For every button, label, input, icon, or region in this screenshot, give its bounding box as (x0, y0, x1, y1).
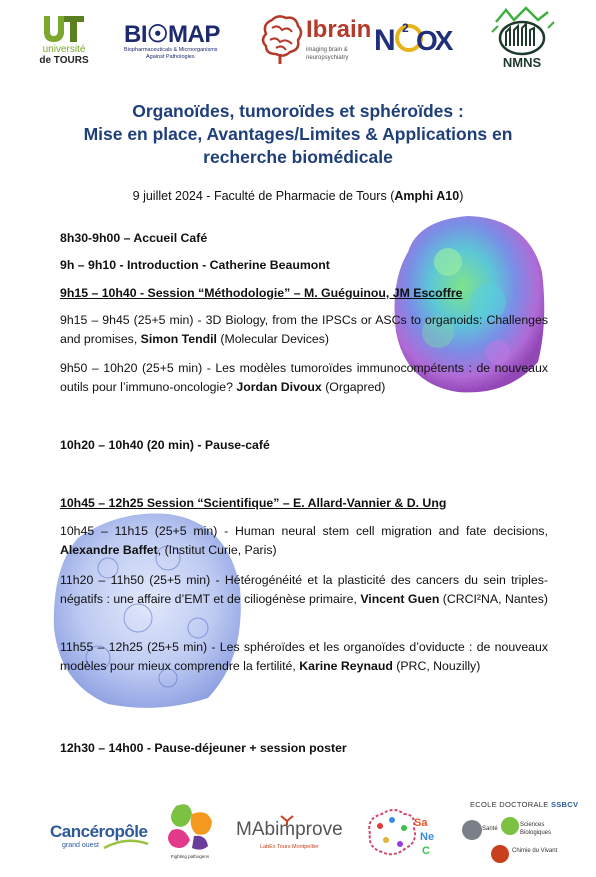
ed-circles-icon (460, 814, 570, 866)
fighting-pathogens-mark-icon (162, 800, 218, 852)
mabimprove-word: MAbimprove (236, 819, 343, 840)
n2cox-mark-icon (372, 18, 458, 58)
n2cox-logo (372, 18, 458, 58)
schedule-lunch: 12h30 – 14h00 - Pause-déjeuner + session poster (60, 741, 347, 755)
talk3-text: 10h45 – 11h15 (25+5 min) - Human neural stem cell migration and fate decisions, (60, 524, 548, 538)
ut-line1: université (42, 44, 86, 55)
sanec-logo (364, 806, 436, 862)
talk3-speaker: Alexandre Baffet (60, 542, 158, 557)
talk2-text: 9h50 – 10h20 (25+5 min) - Les modèles tumoroïdes immunocompétents : de nouveaux outils pour l’immuno-oncologie? (60, 361, 548, 394)
svg-text:N: N (374, 24, 396, 57)
session-scientifique: 10h45 – 12h25 Session “Scientifique” – E. Allard-Vannier & D. Ung (60, 496, 447, 510)
antibody-y-icon (280, 815, 294, 825)
talk-guen (60, 571, 548, 608)
svg-text:2: 2 (402, 21, 409, 35)
talk-reynaud (60, 638, 548, 675)
mabimprove-logo (236, 815, 356, 857)
ecole-doctorale-logo (460, 800, 579, 866)
mabimprove-sub: LabEx Tours Montpellier (260, 844, 319, 850)
nmns-word: NMNS (502, 55, 542, 70)
talk2-speaker: Jordan Divoux (236, 379, 322, 394)
nmns-logo (486, 6, 558, 72)
biomap-sub1: Biopharmaceuticals & Microorganisms (124, 47, 218, 53)
svg-text:Ne: Ne (420, 831, 435, 843)
canceropole-word: Cancéropôle (50, 822, 148, 841)
biomap-sub2: Against Pathologies (146, 54, 195, 60)
canceropole-sub: grand ouest (62, 842, 99, 849)
schedule-introduction: 9h – 9h10 - Introduction - Catherine Beaumont (60, 258, 330, 272)
ut-mark-icon (40, 14, 86, 44)
talk4-speaker: Vincent Guen (360, 591, 440, 606)
talk5-speaker: Karine Reynaud (299, 658, 393, 673)
talk5-text: 11h55 – 12h25 (25+5 min) - Les sphéroïdes et les organoïdes d’oviducte : de nouveaux modèles pour mieux comprendre la fertilité, (60, 640, 548, 673)
ed-sante: Santé (482, 826, 498, 832)
talk1-speaker: Simon Tendil (140, 331, 217, 346)
talk-divoux (60, 359, 548, 396)
ed-title-prefix: ECOLE DOCTORALE (470, 800, 551, 809)
talk3-affiliation: , (Institut Curie, Paris) (157, 542, 277, 557)
svg-text:C: C (422, 845, 430, 857)
universite-tours-logo (28, 14, 100, 64)
talk2-affiliation: (Orgapred) (321, 379, 386, 394)
title-line-3: recherche biomédicale (203, 147, 393, 167)
talk4-text: 11h20 – 11h50 (25+5 min) - Hétérogénéité et la plasticité des cancers du sein triples-négatifs : une affaire d’EMT et de ciliogénèse primaire, (60, 573, 548, 606)
subtitle-suffix: ) (459, 189, 464, 203)
title-line-1: Organoïdes, tumoroïdes et sphéroïdes : (132, 101, 464, 121)
ed-code: SSBCV (550, 800, 579, 809)
talk-tendil (60, 311, 548, 348)
ibrain-logo (258, 14, 370, 68)
svg-text:OX: OX (416, 25, 451, 56)
schedule-accueil: 8h30-9h00 – Accueil Café (60, 231, 208, 245)
talk1-text: 9h15 – 9h45 (25+5 min) - 3D Biology, from the IPSCs or ASCs to organoids: Challenges and promises, (60, 313, 548, 346)
svg-text:Sa: Sa (414, 817, 428, 829)
nmns-mark-icon (486, 6, 558, 56)
ed-sciences: Sciences (520, 822, 545, 828)
fighting-pathogens-logo (162, 800, 218, 864)
fighting-pathogens-sub: Fighting pathogens (170, 854, 210, 859)
title-line-2: Mise en place, Avantages/Limites & Applications en (83, 124, 513, 144)
ibrain-sub1: imaging brain & (306, 47, 348, 53)
ed-title (470, 800, 578, 809)
ut-line2: de TOURS (39, 55, 89, 66)
talk1-affiliation: (Molecular Devices) (216, 331, 330, 346)
ed-bio: Biologiques (520, 830, 552, 836)
subtitle-prefix: 9 juillet 2024 - Faculté de Pharmacie de Tours ( (132, 189, 395, 203)
ibrain-sub (306, 46, 348, 62)
canceropole-logo (50, 820, 150, 854)
talk5-affiliation: (PRC, Nouzilly) (392, 658, 481, 673)
sanec-brain-icon (364, 806, 436, 862)
biomap-word: BI☉MAP (124, 21, 220, 48)
ibrain-sub2: neuropsychiatry (306, 55, 349, 61)
canceropole-swoosh-icon (102, 838, 150, 850)
talk4-affiliation: (CRCI²NA, Nantes) (439, 591, 548, 606)
page-title (30, 100, 566, 169)
subtitle-room: Amphi A10 (394, 189, 460, 203)
session-methodologie: 9h15 – 10h40 - Session “Méthodologie” – M. Guéguinou, JM Escoffre (60, 286, 463, 300)
event-date-location (30, 189, 566, 203)
ibrain-word: Ibrain (306, 16, 372, 43)
ed-chimie: Chimie du Vivant (512, 848, 558, 854)
schedule-pause-cafe: 10h20 – 10h40 (20 min) - Pause-café (60, 438, 270, 452)
talk-baffet (60, 522, 548, 559)
biomap-logo (124, 20, 232, 65)
brain-icon (258, 14, 304, 66)
